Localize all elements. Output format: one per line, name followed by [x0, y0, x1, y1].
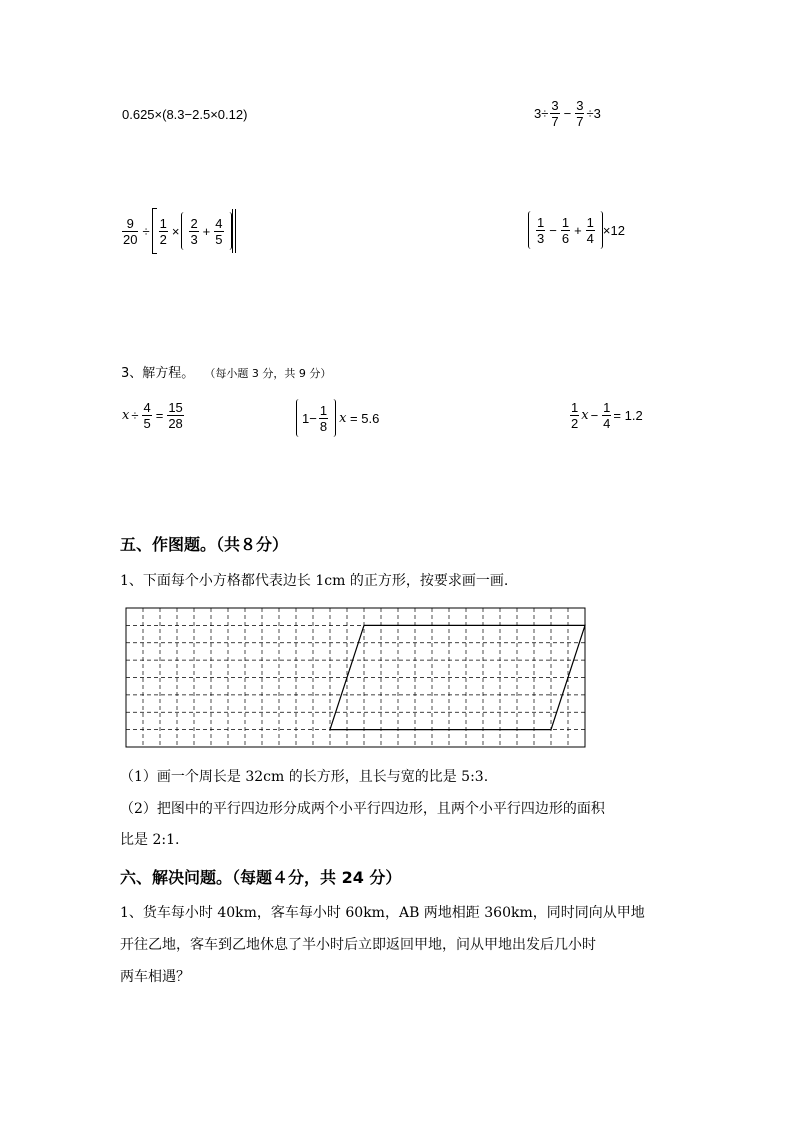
section-5-question-1: 1、下面每个小方格都代表边长 1cm 的正方形，按要求画一画.	[120, 573, 509, 589]
eq2-rhs: = 5.6	[346, 410, 380, 426]
operator: ×	[171, 223, 180, 239]
equation-1	[122, 400, 186, 431]
equation-2	[296, 399, 379, 437]
operator: ÷	[142, 223, 150, 239]
fraction	[586, 215, 595, 246]
fraction	[142, 400, 151, 431]
expr2-tail: ÷3	[586, 106, 601, 121]
denominator: 3	[190, 231, 198, 247]
fraction	[319, 403, 328, 434]
eq2-lead: 1−	[302, 410, 317, 426]
numerator: 1	[561, 214, 570, 230]
expr2-lead: 3÷	[534, 106, 549, 121]
equals: =	[155, 408, 164, 423]
eq3-rhs: = 1.2	[613, 408, 643, 423]
denominator: 7	[551, 114, 559, 129]
fraction	[602, 400, 611, 431]
expression-4	[528, 211, 625, 249]
expression-1-text: 0.625×(8.3−2.5×0.12)	[122, 107, 248, 122]
operator: −	[549, 222, 557, 238]
fraction	[122, 216, 138, 247]
right-paren	[330, 399, 336, 437]
square-grid	[125, 607, 587, 749]
equation-label: 3、解方程。	[121, 366, 195, 381]
left-paren	[181, 212, 187, 250]
expression-2	[534, 98, 601, 129]
left-bracket	[152, 208, 157, 254]
numerator: 1	[586, 214, 594, 230]
fraction	[536, 215, 545, 246]
equation-3	[568, 400, 643, 431]
fraction	[570, 400, 579, 431]
denominator: 2	[159, 231, 167, 247]
numerator: 1	[603, 400, 611, 415]
denominator: 5	[215, 231, 223, 247]
numerator: 4	[143, 400, 151, 415]
denominator: 2	[571, 416, 579, 431]
equation-note: （每小题 3 分，共 9 分）	[204, 367, 332, 380]
fraction	[159, 216, 168, 247]
operator: ÷	[131, 408, 139, 423]
section-5-sub-2-line-1: （2）把图中的平行四边形分成两个小平行四边形，且两个小平行四边形的面积	[120, 801, 605, 817]
variable-x: x	[581, 408, 589, 423]
section-6-title: 六、解决问题。（每题４分，共 24 分）	[120, 868, 402, 887]
denominator: 7	[576, 114, 584, 129]
denominator: 4	[586, 230, 594, 246]
numerator: 1	[159, 215, 167, 231]
left-paren	[528, 211, 534, 249]
grid-lines	[126, 608, 585, 747]
variable-x: x	[339, 410, 347, 426]
fraction	[575, 98, 584, 129]
denominator: 28	[168, 416, 183, 431]
section-5-sub-1: （1）画一个周长是 32cm 的长方形，且长与宽的比是 5:3.	[120, 769, 489, 785]
operator: +	[202, 223, 211, 239]
denominator: 3	[537, 230, 545, 246]
equation-section-label	[121, 362, 331, 381]
fraction	[550, 98, 559, 129]
variable-x: x	[122, 408, 130, 423]
expr4-tail: ×12	[602, 222, 625, 238]
numerator: 1	[319, 402, 328, 418]
numerator: 3	[551, 98, 559, 113]
operator: −	[590, 408, 599, 423]
fraction	[189, 216, 198, 247]
numerator: 9	[126, 215, 134, 231]
operator: −	[563, 106, 572, 121]
fraction	[167, 400, 183, 431]
numerator: 4	[215, 215, 223, 231]
denominator: 20	[123, 231, 138, 247]
operator: +	[574, 222, 582, 238]
section-6-q1-line-2: 开往乙地，客车到乙地休息了半小时后立即返回甲地，问从甲地出发后几小时	[120, 937, 596, 953]
numerator: 1	[571, 400, 579, 415]
section-6-q1-line-3: 两车相遇？	[120, 969, 190, 985]
numerator: 2	[190, 215, 198, 231]
fraction	[214, 216, 223, 247]
section-5-title: 五、作图题。（共８分）	[120, 535, 289, 554]
expression-3	[120, 208, 236, 254]
numerator: 3	[576, 98, 584, 113]
section-6-q1-line-1: 1、货车每小时 40km，客车每小时 60km，AB 两地相距 360km，同时同向从甲地	[120, 905, 645, 921]
numerator: 1	[537, 214, 545, 230]
denominator: 5	[143, 416, 151, 431]
expression-1	[122, 107, 247, 122]
right-bracket	[232, 209, 236, 253]
grid-border	[126, 608, 585, 747]
denominator: 8	[319, 418, 328, 434]
denominator: 6	[561, 230, 570, 246]
section-5-sub-2-line-2: 比是 2:1.	[120, 832, 180, 848]
denominator: 4	[603, 416, 611, 431]
numerator: 15	[168, 400, 183, 415]
fraction	[561, 215, 570, 246]
